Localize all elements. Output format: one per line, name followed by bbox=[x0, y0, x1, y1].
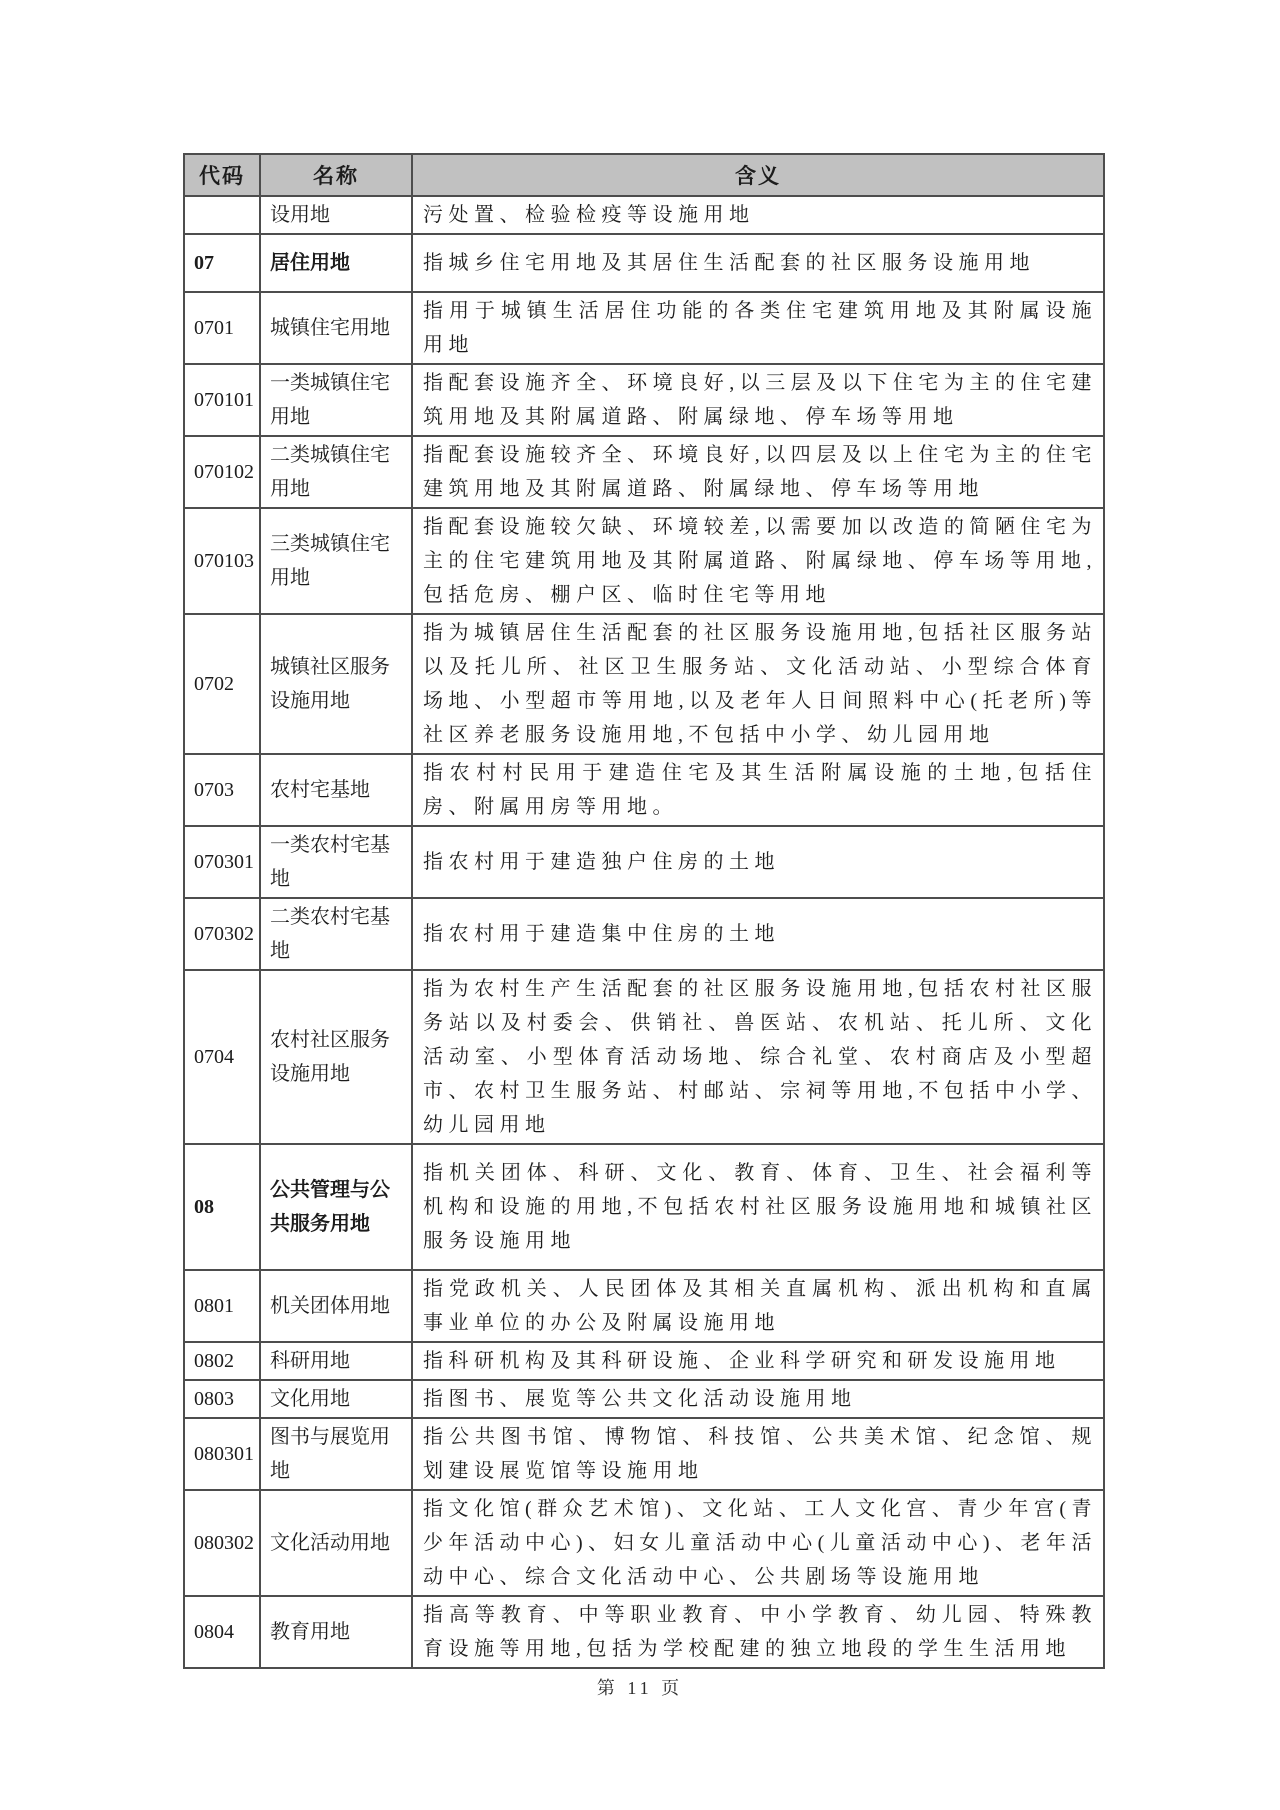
table-row bbox=[184, 1270, 1104, 1342]
meaning-cell: 指为城镇居住生活配套的社区服务设施用地,包括社区服务站以及托儿所、社区卫生服务站、文化活动站、小型综合体育场地、小型超市等用地,以及老年人日间照料中心(托老所)等社区养老服务设施用地,不包括中小学、幼儿园用地 bbox=[412, 614, 1104, 754]
name-cell: 农村宅基地 bbox=[260, 754, 412, 826]
table-row bbox=[184, 826, 1104, 898]
table-body bbox=[184, 196, 1104, 1668]
name-cell: 设用地 bbox=[260, 196, 412, 234]
meaning-cell: 指机关团体、科研、文化、教育、体育、卫生、社会福利等机构和设施的用地,不包括农村社区服务设施用地和城镇社区服务设施用地 bbox=[412, 1144, 1104, 1270]
meaning-cell: 指配套设施齐全、环境良好,以三层及以下住宅为主的住宅建筑用地及其附属道路、附属绿地、停车场等用地 bbox=[412, 364, 1104, 436]
table-row bbox=[184, 1380, 1104, 1418]
code-cell: 070301 bbox=[184, 826, 260, 898]
code-cell: 080301 bbox=[184, 1418, 260, 1490]
column-header-name: 名称 bbox=[260, 154, 412, 196]
code-cell: 0702 bbox=[184, 614, 260, 754]
meaning-cell: 指农村用于建造独户住房的土地 bbox=[412, 826, 1104, 898]
code-cell: 07 bbox=[184, 234, 260, 292]
meaning-cell: 指文化馆(群众艺术馆)、文化站、工人文化宫、青少年宫(青少年活动中心)、妇女儿童活动中心(儿童活动中心)、老年活动中心、综合文化活动中心、公共剧场等设施用地 bbox=[412, 1490, 1104, 1596]
code-cell: 0804 bbox=[184, 1596, 260, 1668]
name-cell: 三类城镇住宅用地 bbox=[260, 508, 412, 614]
table-row bbox=[184, 970, 1104, 1144]
meaning-cell: 指配套设施较齐全、环境良好,以四层及以上住宅为主的住宅建筑用地及其附属道路、附属绿地、停车场等用地 bbox=[412, 436, 1104, 508]
page-footer bbox=[0, 1674, 1280, 1700]
name-cell: 城镇住宅用地 bbox=[260, 292, 412, 364]
meaning-cell: 指高等教育、中等职业教育、中小学教育、幼儿园、特殊教育设施等用地,包括为学校配建的独立地段的学生生活用地 bbox=[412, 1596, 1104, 1668]
land-use-classification-table bbox=[183, 153, 1105, 1669]
code-cell: 070101 bbox=[184, 364, 260, 436]
meaning-cell: 指为农村生产生活配套的社区服务设施用地,包括农村社区服务站以及村委会、供销社、兽医站、农机站、托儿所、文化活动室、小型体育活动场地、综合礼堂、农村商店及小型超市、农村卫生服务站、村邮站、宗祠等用地,不包括中小学、幼儿园用地 bbox=[412, 970, 1104, 1144]
name-cell: 文化用地 bbox=[260, 1380, 412, 1418]
meaning-cell: 指科研机构及其科研设施、企业科学研究和研发设施用地 bbox=[412, 1342, 1104, 1380]
table-row bbox=[184, 898, 1104, 970]
column-header-meaning: 含义 bbox=[412, 154, 1104, 196]
table-row bbox=[184, 436, 1104, 508]
meaning-cell: 指农村用于建造集中住房的土地 bbox=[412, 898, 1104, 970]
name-cell: 二类农村宅基地 bbox=[260, 898, 412, 970]
code-cell: 070302 bbox=[184, 898, 260, 970]
name-cell: 机关团体用地 bbox=[260, 1270, 412, 1342]
land-use-classification-table-wrap bbox=[183, 153, 1105, 1669]
name-cell: 农村社区服务设施用地 bbox=[260, 970, 412, 1144]
table-row bbox=[184, 1596, 1104, 1668]
code-cell: 070103 bbox=[184, 508, 260, 614]
code-cell: 070102 bbox=[184, 436, 260, 508]
code-cell: 0803 bbox=[184, 1380, 260, 1418]
name-cell: 城镇社区服务设施用地 bbox=[260, 614, 412, 754]
name-cell: 文化活动用地 bbox=[260, 1490, 412, 1596]
meaning-cell: 指公共图书馆、博物馆、科技馆、公共美术馆、纪念馆、规划建设展览馆等设施用地 bbox=[412, 1418, 1104, 1490]
meaning-cell: 指配套设施较欠缺、环境较差,以需要加以改造的简陋住宅为主的住宅建筑用地及其附属道路、附属绿地、停车场等用地,包括危房、棚户区、临时住宅等用地 bbox=[412, 508, 1104, 614]
code-cell: 0704 bbox=[184, 970, 260, 1144]
header-row bbox=[184, 154, 1104, 196]
code-cell: 0801 bbox=[184, 1270, 260, 1342]
table-row bbox=[184, 1144, 1104, 1270]
table-row bbox=[184, 508, 1104, 614]
table-header-row bbox=[184, 154, 1104, 196]
column-header-code: 代码 bbox=[184, 154, 260, 196]
code-cell: 080302 bbox=[184, 1490, 260, 1596]
code-cell: 0802 bbox=[184, 1342, 260, 1380]
page-number-label: 第 11 页 bbox=[596, 1678, 684, 1698]
table-row bbox=[184, 234, 1104, 292]
code-cell: 0703 bbox=[184, 754, 260, 826]
table-row bbox=[184, 1490, 1104, 1596]
meaning-cell: 指农村村民用于建造住宅及其生活附属设施的土地,包括住房、附属用房等用地。 bbox=[412, 754, 1104, 826]
name-cell: 二类城镇住宅用地 bbox=[260, 436, 412, 508]
meaning-cell: 指党政机关、人民团体及其相关直属机构、派出机构和直属事业单位的办公及附属设施用地 bbox=[412, 1270, 1104, 1342]
table-row bbox=[184, 196, 1104, 234]
code-cell bbox=[184, 196, 260, 234]
table-row bbox=[184, 1342, 1104, 1380]
code-cell: 08 bbox=[184, 1144, 260, 1270]
name-cell: 图书与展览用地 bbox=[260, 1418, 412, 1490]
meaning-cell: 指用于城镇生活居住功能的各类住宅建筑用地及其附属设施用地 bbox=[412, 292, 1104, 364]
meaning-cell: 污处置、检验检疫等设施用地 bbox=[412, 196, 1104, 234]
name-cell: 一类农村宅基地 bbox=[260, 826, 412, 898]
meaning-cell: 指图书、展览等公共文化活动设施用地 bbox=[412, 1380, 1104, 1418]
name-cell: 公共管理与公共服务用地 bbox=[260, 1144, 412, 1270]
table-row bbox=[184, 292, 1104, 364]
code-cell: 0701 bbox=[184, 292, 260, 364]
table-row bbox=[184, 614, 1104, 754]
name-cell: 教育用地 bbox=[260, 1596, 412, 1668]
name-cell: 科研用地 bbox=[260, 1342, 412, 1380]
name-cell: 居住用地 bbox=[260, 234, 412, 292]
name-cell: 一类城镇住宅用地 bbox=[260, 364, 412, 436]
table-row bbox=[184, 1418, 1104, 1490]
table-row bbox=[184, 754, 1104, 826]
meaning-cell: 指城乡住宅用地及其居住生活配套的社区服务设施用地 bbox=[412, 234, 1104, 292]
table-row bbox=[184, 364, 1104, 436]
